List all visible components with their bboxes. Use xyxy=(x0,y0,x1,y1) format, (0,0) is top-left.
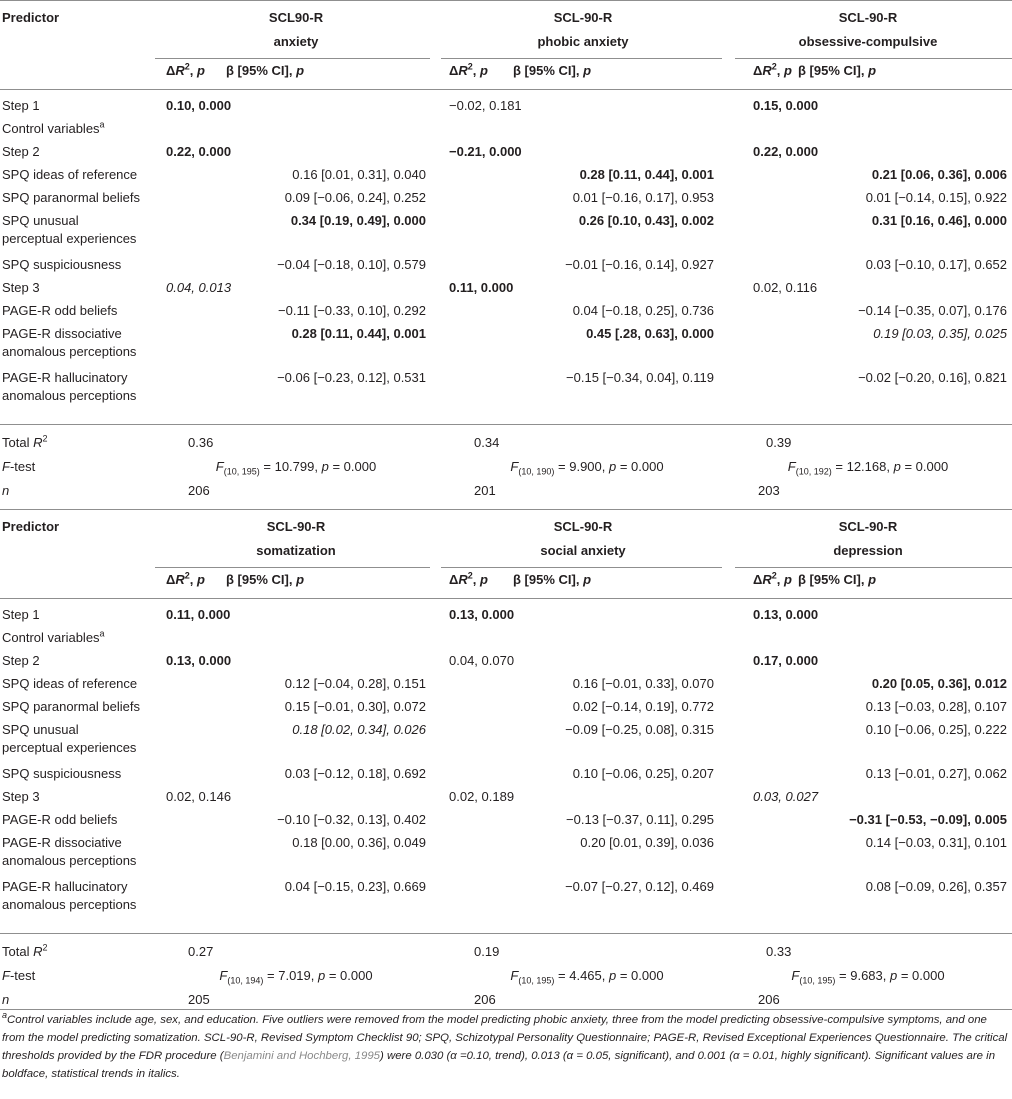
degrees-of-freedom: (10, 195) xyxy=(799,975,836,986)
beta-cell: 0.34 [0.19, 0.49], 0.000 xyxy=(290,213,426,228)
delta-r2-cell: 0.13, 0.000 xyxy=(166,653,232,668)
predictor-label: PAGE-R hallucinatory xyxy=(2,370,128,385)
ftest-label: F-test xyxy=(2,968,36,983)
p-value: = 0.000 xyxy=(900,459,949,474)
predictor-label: SPQ ideas of reference xyxy=(2,676,138,691)
predictor-label-line2: anomalous perceptions xyxy=(2,344,137,359)
degrees-of-freedom: (10, 190) xyxy=(518,466,555,477)
predictor-label: Step 1 xyxy=(2,607,40,622)
delta-r2-header: $\Delta R^2$, p xyxy=(753,61,792,78)
predictor-label: Step 1 xyxy=(2,98,40,113)
superscript-marker: a xyxy=(99,119,105,130)
beta-cell: −0.10 [−0.32, 0.13], 0.402 xyxy=(277,812,426,827)
beta-cell: 0.14 [−0.03, 0.31], 0.101 xyxy=(865,835,1007,850)
delta-r2-cell: 0.03, 0.027 xyxy=(753,789,819,804)
degrees-of-freedom: (10, 192) xyxy=(795,466,832,477)
total-r2-label-text: Total R xyxy=(2,435,43,450)
n-label: n xyxy=(2,483,10,498)
beta-cell: 0.20 [0.05, 0.36], 0.012 xyxy=(871,676,1007,691)
ftest-value xyxy=(467,967,707,985)
column-group-rule xyxy=(441,58,722,59)
beta-cell: 0.16 [0.01, 0.31], 0.040 xyxy=(292,167,426,182)
beta-ci-header: β [95% CI], p xyxy=(798,63,877,78)
delta-r2-cell: 0.11, 0.000 xyxy=(166,607,231,622)
predictor-label: PAGE-R odd beliefs xyxy=(2,303,118,318)
ftest-value xyxy=(748,967,988,985)
delta-r2-header: $\Delta R^2$, p xyxy=(753,570,792,587)
beta-cell: −0.02 [−0.20, 0.16], 0.821 xyxy=(858,370,1007,385)
f-symbol: F xyxy=(510,968,519,983)
delta-r2-cell: 0.02, 0.116 xyxy=(753,280,818,295)
f-symbol: F xyxy=(791,968,800,983)
footnote-text-part2: ) were 0.030 (α =0.10, trend), 0.013 (α = 0.05, significant), and 0.001 (α = 0.01, highly significant). Significant values are in boldface, statistical trends in italics. xyxy=(2,1050,996,1080)
predictor-label-line2: perceptual experiences xyxy=(2,231,137,246)
beta-cell: −0.01 [−0.16, 0.14], 0.927 xyxy=(565,257,714,272)
predictor-label: SPQ unusual xyxy=(2,722,79,737)
sample-size-value: 201 xyxy=(474,483,496,498)
predictor-label-line2: anomalous perceptions xyxy=(2,388,137,403)
predictor-label: SPQ suspiciousness xyxy=(2,257,122,272)
beta-cell: −0.07 [−0.27, 0.12], 0.469 xyxy=(565,879,714,894)
column-group-title: SCL-90-R xyxy=(553,10,613,25)
f-statistic: = 7.019, xyxy=(263,968,318,983)
ftest-value xyxy=(176,967,416,985)
p-symbol: p xyxy=(321,459,329,474)
total-r2-value: 0.36 xyxy=(188,435,214,450)
beta-cell: 0.13 [−0.01, 0.27], 0.062 xyxy=(865,766,1007,781)
f-statistic: = 9.683, xyxy=(835,968,890,983)
predictor-label: SPQ paranormal beliefs xyxy=(2,699,141,714)
delta-r2-cell: 0.13, 0.000 xyxy=(753,607,819,622)
ftest-value xyxy=(467,458,707,476)
predictor-label: Control variables$^a$ xyxy=(2,628,105,645)
predictor-label: Step 2 xyxy=(2,653,40,668)
delta-r2-cell: 0.10, 0.000 xyxy=(166,98,232,113)
beta-cell: 0.04 [−0.15, 0.23], 0.669 xyxy=(284,879,426,894)
predictor-label: SPQ unusual xyxy=(2,213,79,228)
column-group-rule xyxy=(735,567,1012,568)
beta-cell: 0.15 [−0.01, 0.30], 0.072 xyxy=(284,699,426,714)
total-r2-value: 0.39 xyxy=(766,435,792,450)
beta-cell: 0.03 [−0.10, 0.17], 0.652 xyxy=(865,257,1007,272)
column-group-rule xyxy=(735,58,1012,59)
ftest-value xyxy=(176,458,416,476)
column-group-subtitle: depression xyxy=(833,543,903,558)
footnote-citation-link[interactable]: Benjamini and Hochberg, 1995 xyxy=(223,1050,381,1062)
predictor-header: Predictor xyxy=(2,519,60,534)
table-footnote xyxy=(2,1011,1008,1083)
beta-cell: 0.18 [0.02, 0.34], 0.026 xyxy=(292,722,426,737)
f-statistic: = 4.465, xyxy=(554,968,609,983)
beta-cell: 0.08 [−0.09, 0.26], 0.357 xyxy=(865,879,1007,894)
beta-ci-header: β [95% CI], p xyxy=(226,63,305,78)
ftest-f-letter: F xyxy=(2,459,10,474)
p-symbol: p xyxy=(317,968,326,983)
beta-cell: 0.18 [0.00, 0.36], 0.049 xyxy=(292,835,426,850)
column-group-rule xyxy=(155,58,430,59)
beta-cell: 0.10 [−0.06, 0.25], 0.207 xyxy=(572,766,714,781)
f-statistic: = 9.900, xyxy=(554,459,609,474)
column-group-title: SCL-90-R xyxy=(838,10,898,25)
beta-cell: −0.04 [−0.18, 0.10], 0.579 xyxy=(277,257,426,272)
beta-cell: 0.19 [0.03, 0.35], 0.025 xyxy=(873,326,1007,341)
beta-cell: 0.09 [−0.06, 0.24], 0.252 xyxy=(284,190,426,205)
beta-cell: 0.10 [−0.06, 0.25], 0.222 xyxy=(865,722,1007,737)
f-symbol: F xyxy=(219,968,228,983)
column-group-title: SCL-90-R xyxy=(266,519,326,534)
f-symbol: F xyxy=(787,459,796,474)
footnote-text-part1: Control variables include age, sex, and education. Five outliers were removed from the model predicting phobic anxiety, three from the model predicting obsessive-compulsive symptoms, and one from the model predicting somatization. SCL-90-R, Revised Symptom Checklist 90; SPQ, Schizotypal Personality Questionnaire; PAGE-R, Revised Exceptional Experiences Questionnaire. The critical thresholds provided by the FDR procedure ( xyxy=(2,1014,1008,1062)
degrees-of-freedom: (10, 195) xyxy=(223,466,260,477)
total-r2-value: 0.33 xyxy=(766,944,792,959)
summary-rule xyxy=(0,424,1012,425)
panel-divider xyxy=(0,509,1012,510)
column-group-subtitle: somatization xyxy=(256,543,336,558)
beta-cell: 0.31 [0.16, 0.46], 0.000 xyxy=(871,213,1007,228)
beta-cell: 0.02 [−0.14, 0.19], 0.772 xyxy=(572,699,714,714)
sample-size-value: 206 xyxy=(474,992,496,1007)
delta-r2-header: $\Delta R^2$, p xyxy=(449,61,488,78)
total-r2-value: 0.34 xyxy=(474,435,500,450)
column-group-subtitle: phobic anxiety xyxy=(537,34,629,49)
beta-cell: −0.09 [−0.25, 0.08], 0.315 xyxy=(565,722,714,737)
delta-r2-cell: 0.02, 0.189 xyxy=(449,789,515,804)
total-r2-label xyxy=(2,943,47,961)
beta-cell: −0.15 [−0.34, 0.04], 0.119 xyxy=(566,370,714,385)
beta-cell: 0.13 [−0.03, 0.28], 0.107 xyxy=(865,699,1007,714)
delta-r2-cell: 0.04, 0.013 xyxy=(166,280,232,295)
delta-r2-cell: 0.02, 0.146 xyxy=(166,789,232,804)
predictor-label: SPQ ideas of reference xyxy=(2,167,138,182)
column-group-title: SCL-90-R xyxy=(838,519,898,534)
delta-r2-cell: 0.22, 0.000 xyxy=(166,144,232,159)
beta-cell: 0.26 [0.10, 0.43], 0.002 xyxy=(578,213,714,228)
sample-size-value: 205 xyxy=(188,992,210,1007)
beta-ci-header: β [95% CI], p xyxy=(798,572,877,587)
delta-r2-cell: 0.17, 0.000 xyxy=(753,653,819,668)
ftest-value xyxy=(748,458,988,476)
column-group-rule xyxy=(155,567,430,568)
predictor-label: Control variables$^a$ xyxy=(2,119,105,136)
beta-ci-header: β [95% CI], p xyxy=(513,572,592,587)
delta-r2-cell: −0.02, 0.181 xyxy=(449,98,522,113)
p-symbol: p xyxy=(893,459,901,474)
n-label: n xyxy=(2,992,10,1007)
ftest-label: F-test xyxy=(2,459,36,474)
beta-cell: 0.28 [0.11, 0.44], 0.001 xyxy=(579,167,714,182)
delta-r2-cell: 0.13, 0.000 xyxy=(449,607,515,622)
beta-cell: 0.28 [0.11, 0.44], 0.001 xyxy=(291,326,426,341)
sample-size-value: 206 xyxy=(758,992,780,1007)
table-top-rule xyxy=(0,0,1012,1)
p-value: = 0.000 xyxy=(897,968,945,983)
total-r2-value: 0.27 xyxy=(188,944,214,959)
beta-cell: 0.45 [.28, 0.63], 0.000 xyxy=(586,326,714,341)
header-rule xyxy=(0,598,1012,599)
superscript-two: 2 xyxy=(42,433,48,444)
delta-r2-header: $\Delta R^2$, p xyxy=(449,570,488,587)
footnote-marker: a xyxy=(2,1010,8,1021)
predictor-header: Predictor xyxy=(2,10,60,25)
predictor-label: Step 3 xyxy=(2,789,40,804)
predictor-label-line2: perceptual experiences xyxy=(2,740,137,755)
p-value: = 0.000 xyxy=(325,968,373,983)
predictor-label: SPQ paranormal beliefs xyxy=(2,190,141,205)
column-group-rule xyxy=(441,567,722,568)
degrees-of-freedom: (10, 194) xyxy=(227,975,264,986)
ftest-f-letter: F xyxy=(2,968,10,983)
column-group-title: SCL90-R xyxy=(268,10,324,25)
predictor-label: PAGE-R dissociative xyxy=(2,835,122,850)
beta-cell: 0.12 [−0.04, 0.28], 0.151 xyxy=(284,676,426,691)
p-value: = 0.000 xyxy=(616,968,664,983)
total-r2-label xyxy=(2,434,47,452)
beta-cell: −0.11 [−0.33, 0.10], 0.292 xyxy=(278,303,426,318)
summary-rule xyxy=(0,933,1012,934)
predictor-label: PAGE-R odd beliefs xyxy=(2,812,118,827)
beta-cell: 0.04 [−0.18, 0.25], 0.736 xyxy=(572,303,714,318)
delta-r2-cell: 0.04, 0.070 xyxy=(449,653,515,668)
degrees-of-freedom: (10, 195) xyxy=(518,975,555,986)
p-symbol: p xyxy=(608,459,617,474)
p-symbol: p xyxy=(608,968,617,983)
beta-cell: 0.03 [−0.12, 0.18], 0.692 xyxy=(284,766,426,781)
delta-r2-cell: 0.11, 0.000 xyxy=(449,280,514,295)
delta-r2-cell: 0.22, 0.000 xyxy=(753,144,819,159)
beta-ci-header: β [95% CI], p xyxy=(513,63,592,78)
delta-r2-cell: −0.21, 0.000 xyxy=(449,144,522,159)
predictor-label: PAGE-R dissociative xyxy=(2,326,122,341)
p-value: = 0.000 xyxy=(616,459,664,474)
f-symbol: F xyxy=(510,459,519,474)
beta-cell: 0.16 [−0.01, 0.33], 0.070 xyxy=(572,676,714,691)
beta-cell: 0.01 [−0.14, 0.15], 0.922 xyxy=(865,190,1007,205)
superscript-marker: a xyxy=(99,628,105,639)
table-bottom-rule xyxy=(0,1009,1012,1010)
predictor-label-line2: anomalous perceptions xyxy=(2,853,137,868)
delta-r2-cell: 0.15, 0.000 xyxy=(753,98,819,113)
delta-r2-header: $\Delta R^2$, p xyxy=(166,61,205,78)
beta-cell: 0.01 [−0.16, 0.17], 0.953 xyxy=(572,190,714,205)
total-r2-label-text: Total R xyxy=(2,944,43,959)
beta-ci-header: β [95% CI], p xyxy=(226,572,305,587)
header-rule xyxy=(0,89,1012,90)
predictor-label: SPQ suspiciousness xyxy=(2,766,122,781)
predictor-label: Step 3 xyxy=(2,280,40,295)
delta-r2-header: $\Delta R^2$, p xyxy=(166,570,205,587)
beta-cell: −0.13 [−0.37, 0.11], 0.295 xyxy=(566,812,714,827)
predictor-label: PAGE-R hallucinatory xyxy=(2,879,128,894)
p-symbol: p xyxy=(889,968,898,983)
total-r2-value: 0.19 xyxy=(474,944,500,959)
column-group-subtitle: obsessive-compulsive xyxy=(798,34,938,49)
sample-size-value: 206 xyxy=(188,483,210,498)
column-group-title: SCL-90-R xyxy=(553,519,613,534)
column-group-subtitle: anxiety xyxy=(273,34,319,49)
beta-cell: −0.06 [−0.23, 0.12], 0.531 xyxy=(277,370,426,385)
beta-cell: 0.21 [0.06, 0.36], 0.006 xyxy=(871,167,1007,182)
predictor-label-line2: anomalous perceptions xyxy=(2,897,137,912)
sample-size-value: 203 xyxy=(758,483,780,498)
f-symbol: F xyxy=(215,459,224,474)
beta-cell: −0.14 [−0.35, 0.07], 0.176 xyxy=(858,303,1007,318)
predictor-label: Step 2 xyxy=(2,144,40,159)
f-statistic: = 12.168, xyxy=(831,459,894,474)
column-group-subtitle: social anxiety xyxy=(540,543,626,558)
f-statistic: = 10.799, xyxy=(259,459,322,474)
beta-cell: −0.31 [−0.53, −0.09], 0.005 xyxy=(849,812,1007,827)
beta-cell: 0.20 [0.01, 0.39], 0.036 xyxy=(580,835,714,850)
p-value: = 0.000 xyxy=(328,459,377,474)
superscript-two: 2 xyxy=(42,942,48,953)
